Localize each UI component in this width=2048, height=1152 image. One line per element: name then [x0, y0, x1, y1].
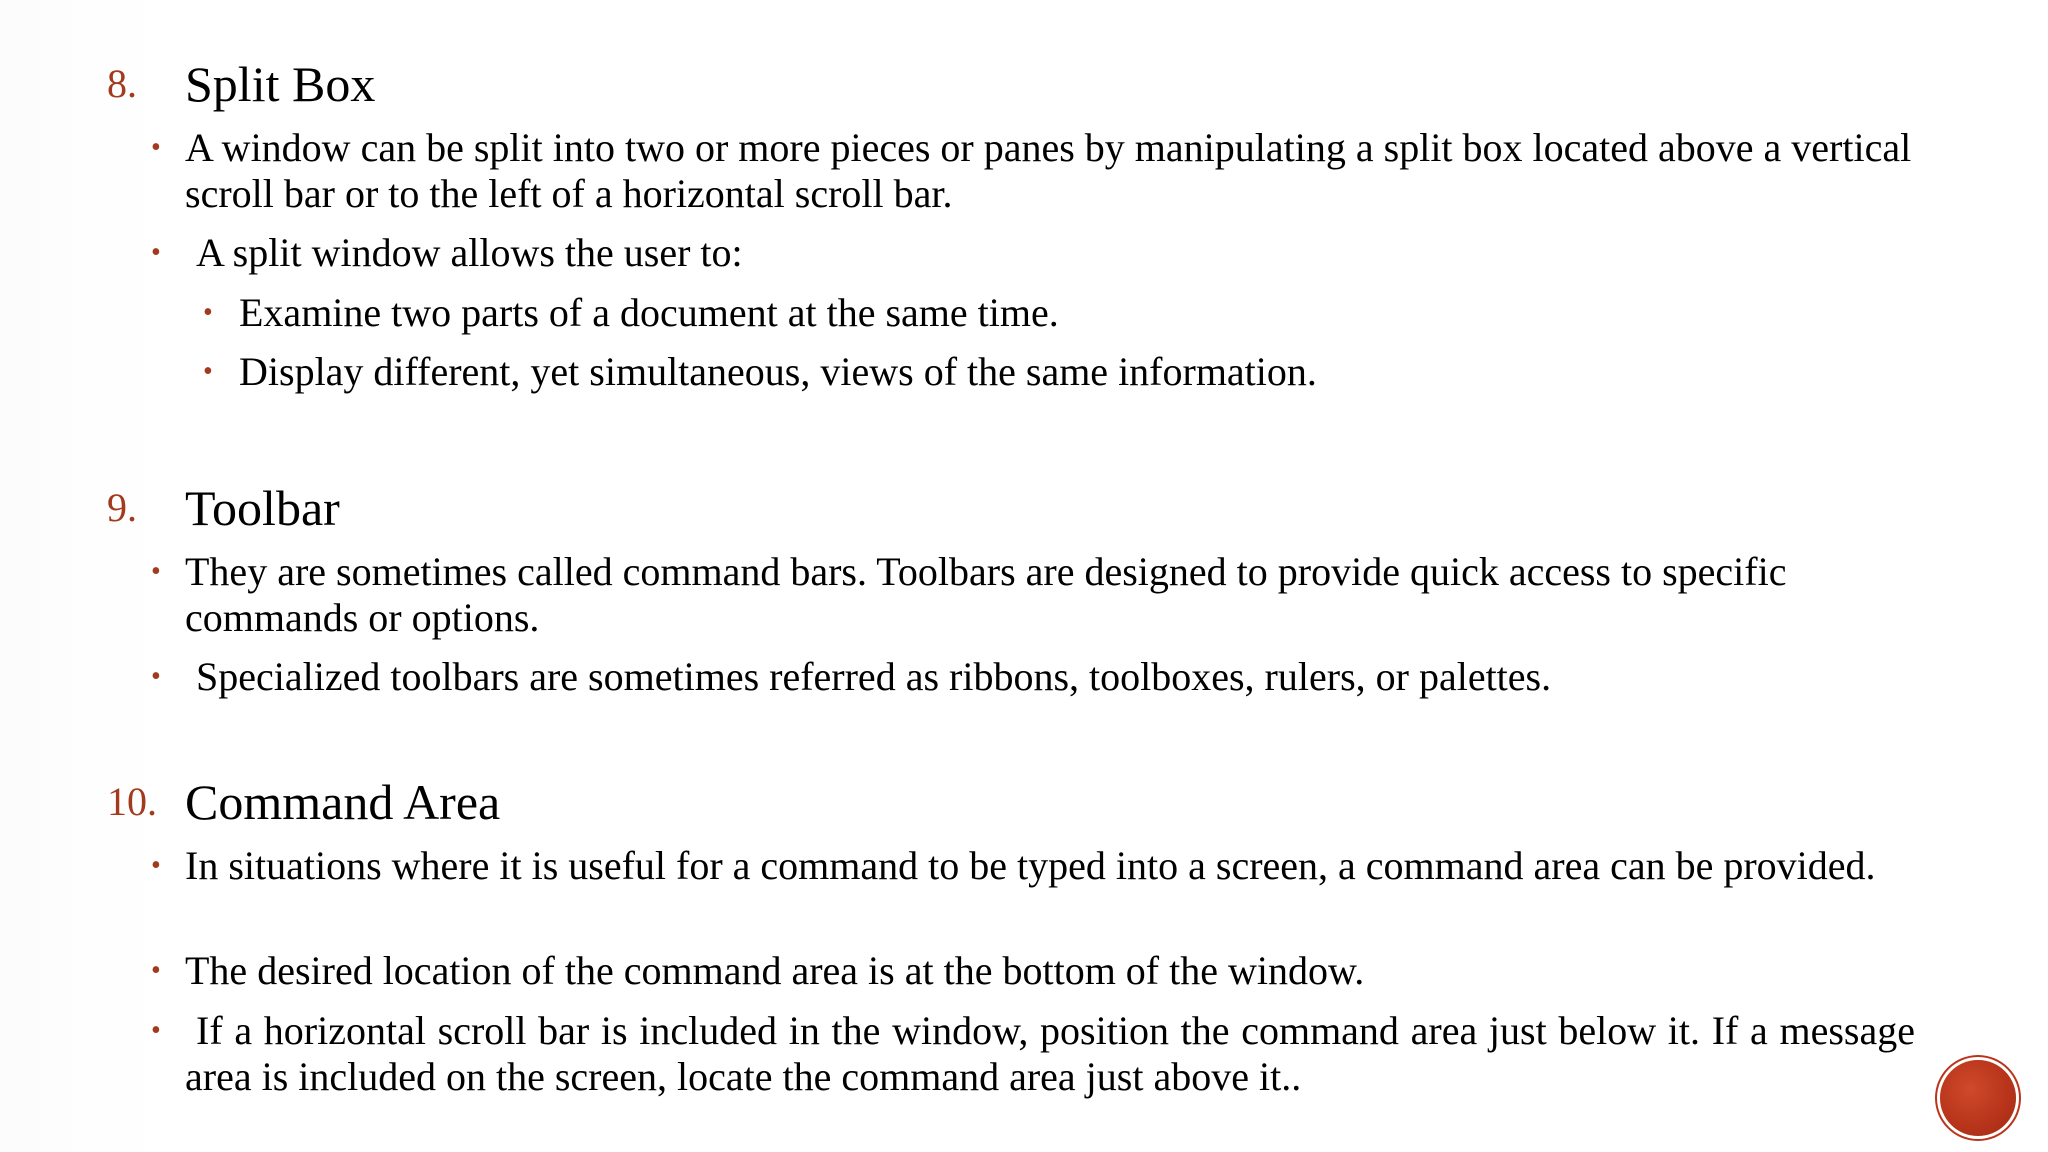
bullet-dot-icon: • [151, 661, 161, 692]
bullet-dot-icon: • [151, 237, 161, 268]
bullet-dot-icon: • [151, 1015, 161, 1046]
bullet-dot-icon: • [151, 556, 161, 587]
section-number: 8. [107, 61, 137, 106]
bullet-text: Specialized toolbars are sometimes referred as ribbons, toolboxes, rulers, or palettes. [196, 654, 1552, 699]
bullet-item [151, 230, 1915, 276]
bullet-dot-icon: • [203, 297, 213, 328]
bullet-text: The desired location of the command area is at the bottom of the window. [185, 948, 1365, 993]
bullet-item [151, 843, 1915, 889]
bullet-text: If a horizontal scroll bar is included in the window, position the command area just below it. If a message area is included on the screen, locate the command area just above it.. [185, 1008, 1915, 1099]
bullet-dot-icon: • [151, 132, 161, 163]
section-number: 9. [107, 485, 137, 530]
bullet-dot-icon: • [151, 850, 161, 881]
bullet-item [151, 1008, 1915, 1100]
bullet-text: They are sometimes called command bars. Toolbars are designed to provide quick access to specific commands or options. [185, 549, 1787, 640]
sub-bullet-item [203, 290, 1915, 336]
bullet-text: Examine two parts of a document at the same time. [239, 290, 1059, 335]
bullet-dot-icon: • [203, 356, 213, 387]
section-number: 10. [107, 779, 157, 824]
section-title: Toolbar [185, 480, 340, 536]
next-slide-circle-icon[interactable] [1940, 1060, 2016, 1136]
sub-bullet-item [203, 349, 1915, 395]
bullet-text: A window can be split into two or more pieces or panes by manipulating a split box located above a vertical scroll bar or to the left of a horizontal scroll bar. [185, 125, 1912, 216]
bullet-item [151, 125, 1915, 217]
section-title: Split Box [185, 56, 376, 112]
bullet-text: A split window allows the user to: [196, 230, 743, 275]
bullet-item [151, 549, 1915, 641]
bullet-text: In situations where it is useful for a command to be typed into a screen, a command area can be provided. [185, 843, 1876, 888]
bullet-text: Display different, yet simultaneous, views of the same information. [239, 349, 1317, 394]
bullet-item [151, 948, 1915, 994]
bullet-item [151, 654, 1915, 700]
section-title: Command Area [185, 774, 501, 830]
bullet-dot-icon: • [151, 955, 161, 986]
